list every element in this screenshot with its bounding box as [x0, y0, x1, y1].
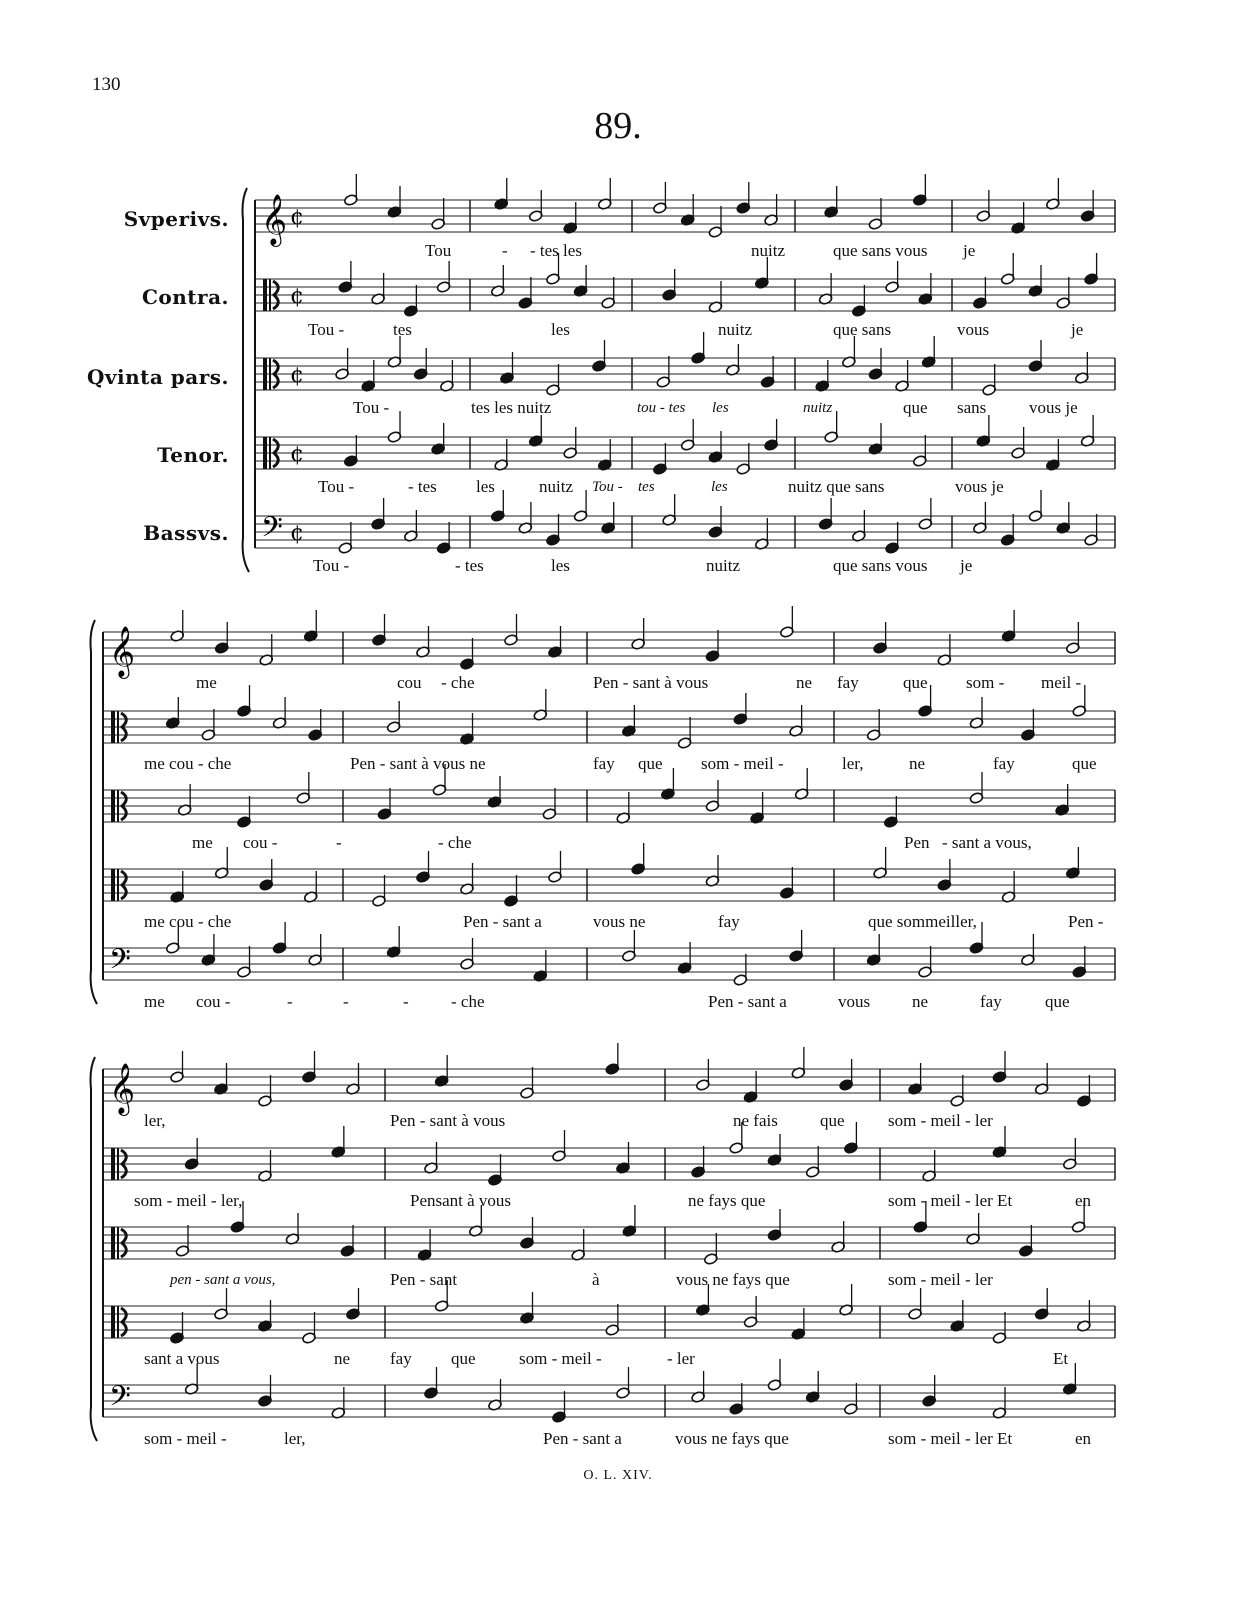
- lyric: ne fais: [733, 1111, 778, 1130]
- lyric: Pen -: [1068, 912, 1104, 931]
- system-bracket: [243, 188, 250, 572]
- lyric: tes: [638, 479, 655, 495]
- lyric: vous je: [955, 477, 1004, 496]
- lyric: me: [196, 673, 217, 692]
- c-clef: [117, 869, 119, 901]
- lyric: que: [820, 1111, 845, 1130]
- lyric: fay: [593, 754, 615, 773]
- lyric: me: [144, 992, 165, 1011]
- lyric: ne: [909, 754, 926, 773]
- lyric: les: [711, 479, 728, 495]
- lyric: cou: [397, 673, 422, 692]
- c-clef: [269, 358, 271, 390]
- system-bracket: [91, 620, 98, 1004]
- lyric: en: [1075, 1429, 1092, 1448]
- lyric: -: [343, 992, 349, 1011]
- c-clef: [269, 437, 271, 469]
- lyric: je: [1071, 320, 1084, 339]
- system-bracket: [91, 1057, 98, 1441]
- lyric: nuitz: [718, 320, 752, 339]
- lyric: Pen - sant a: [463, 912, 542, 931]
- lyric: que sommeiller,: [868, 912, 977, 931]
- lyric: som - meil - ler Et: [888, 1191, 1013, 1210]
- lyric: cou -: [196, 992, 231, 1011]
- lyric: - sant a vous,: [942, 833, 1032, 852]
- lyric: les: [551, 556, 570, 575]
- c-clef: [111, 869, 115, 901]
- lyric: Pensant à vous: [410, 1191, 512, 1210]
- lyric: vous je: [1029, 398, 1078, 417]
- c-clef: [111, 1227, 115, 1259]
- lyric: - tes les: [530, 241, 582, 260]
- treble-clef: 𝄞: [109, 626, 136, 677]
- c-clef: [111, 1148, 115, 1180]
- lyric: que sans vous: [833, 556, 928, 575]
- cut-time-sign: ¢: [290, 284, 304, 309]
- lyric: Tou -: [318, 477, 355, 496]
- cut-time-sign: ¢: [290, 442, 304, 467]
- c-clef: [117, 711, 119, 743]
- c-clef: [263, 279, 267, 311]
- lyric: tes les nuitz: [471, 398, 552, 417]
- cut-time-sign: ¢: [290, 205, 304, 230]
- footer-reference: O. L. XIV.: [583, 1468, 653, 1483]
- lyric: que: [638, 754, 663, 773]
- lyric: Tou -: [353, 398, 390, 417]
- lyric: fay: [390, 1349, 412, 1368]
- cut-time-sign: ¢: [290, 363, 304, 388]
- lyric: Pen: [904, 833, 930, 852]
- lyric: som - meil - ler,: [134, 1191, 243, 1210]
- lyric: nuitz: [706, 556, 740, 575]
- lyric: que sans: [833, 320, 892, 339]
- lyric: que: [451, 1349, 476, 1368]
- lyric: en: [1075, 1191, 1092, 1210]
- c-clef: [117, 1148, 119, 1180]
- lyric: - che: [441, 673, 475, 692]
- lyric: les: [551, 320, 570, 339]
- lyric: Tou -: [592, 479, 623, 495]
- lyric: ler,: [284, 1429, 306, 1448]
- lyric: Pen - sant a: [708, 992, 787, 1011]
- lyric: Tou: [425, 241, 452, 260]
- bass-clef: 𝄢: [261, 511, 283, 551]
- lyric: som - meil - ler Et: [888, 1429, 1013, 1448]
- lyric: tou - tes: [637, 400, 686, 416]
- lyric: ne: [796, 673, 813, 692]
- lyric: les: [476, 477, 495, 496]
- voice-label-quinta-pars: Qvinta pars.: [86, 365, 229, 389]
- treble-clef: 𝄞: [109, 1063, 136, 1114]
- lyric: Pen - sant à vous: [593, 673, 709, 692]
- lyric: vous ne fays que: [675, 1429, 789, 1448]
- lyric: sant a vous: [144, 1349, 220, 1368]
- lyric: som - meil -: [701, 754, 784, 773]
- lyric: fay: [718, 912, 740, 931]
- lyric: ler,: [144, 1111, 166, 1130]
- lyric: sans: [957, 398, 987, 417]
- lyric: fay: [837, 673, 859, 692]
- lyric: je: [963, 241, 976, 260]
- lyric: som - meil -: [519, 1349, 602, 1368]
- lyric: -: [403, 992, 409, 1011]
- lyric: Tou -: [308, 320, 345, 339]
- lyric: vous: [957, 320, 990, 339]
- lyric: -: [287, 992, 293, 1011]
- lyric: que: [1072, 754, 1097, 773]
- lyric: pen - sant a vous,: [170, 1272, 276, 1288]
- lyric: à: [592, 1270, 600, 1289]
- lyric: je: [960, 556, 973, 575]
- lyric: ler,: [842, 754, 864, 773]
- voice-label-contra: Contra.: [142, 285, 229, 309]
- lyric: -: [336, 833, 342, 852]
- lyric: som - meil - ler: [888, 1111, 993, 1130]
- lyric: - tes: [408, 477, 437, 496]
- lyric: ne fays que: [688, 1191, 766, 1210]
- voice-label-superius: Svperivs.: [123, 207, 229, 231]
- lyric: - tes: [455, 556, 484, 575]
- lyric: que: [903, 673, 928, 692]
- c-clef: [117, 1227, 119, 1259]
- lyric: fay: [980, 992, 1002, 1011]
- lyric: - che: [451, 992, 485, 1011]
- lyric: som - meil - ler: [888, 1270, 993, 1289]
- lyric: les: [712, 400, 729, 416]
- voice-label-bassus: Bassvs.: [143, 521, 229, 545]
- lyric: vous: [838, 992, 871, 1011]
- lyric: Pen - sant a: [543, 1429, 622, 1448]
- page-number: 130: [92, 74, 121, 95]
- lyric: Pen - sant à vous: [390, 1111, 506, 1130]
- bass-clef: 𝄢: [109, 943, 131, 983]
- c-clef: [117, 790, 119, 822]
- lyric: Pen - sant: [390, 1270, 458, 1289]
- lyric: que: [1045, 992, 1070, 1011]
- lyric: Pen - sant à vous ne: [350, 754, 486, 773]
- lyric: nuitz: [539, 477, 573, 496]
- lyric: vous ne fays que: [676, 1270, 790, 1289]
- c-clef: [263, 437, 267, 469]
- lyric: - che: [438, 833, 472, 852]
- voice-label-tenor: Tenor.: [157, 443, 229, 467]
- c-clef: [117, 1306, 119, 1338]
- lyric: que sans vous: [833, 241, 928, 260]
- lyric: tes: [393, 320, 412, 339]
- lyric: som - meil -: [144, 1429, 227, 1448]
- lyric: fay: [993, 754, 1015, 773]
- c-clef: [111, 790, 115, 822]
- lyric: nuitz que sans: [788, 477, 885, 496]
- lyric: cou -: [243, 833, 278, 852]
- cut-time-sign: ¢: [290, 521, 304, 546]
- lyric: nuitz: [751, 241, 785, 260]
- lyric: que: [903, 398, 928, 417]
- piece-number: 89.: [594, 105, 642, 147]
- lyric: meil -: [1041, 673, 1082, 692]
- lyric: me cou - che: [144, 754, 232, 773]
- treble-clef: 𝄞: [261, 194, 288, 245]
- lyric: -: [502, 241, 508, 260]
- bass-clef: 𝄢: [109, 1380, 131, 1420]
- c-clef: [111, 1306, 115, 1338]
- lyric: ne: [334, 1349, 351, 1368]
- c-clef: [263, 358, 267, 390]
- lyric: Et: [1053, 1349, 1069, 1368]
- lyric: nuitz: [803, 400, 833, 416]
- lyric: Tou -: [313, 556, 350, 575]
- lyric: som -: [966, 673, 1005, 692]
- lyric: me cou - che: [144, 912, 232, 931]
- c-clef: [269, 279, 271, 311]
- lyric: - ler: [667, 1349, 695, 1368]
- lyric: ne: [912, 992, 929, 1011]
- lyric: vous ne: [593, 912, 646, 931]
- lyric: me: [192, 833, 213, 852]
- c-clef: [111, 711, 115, 743]
